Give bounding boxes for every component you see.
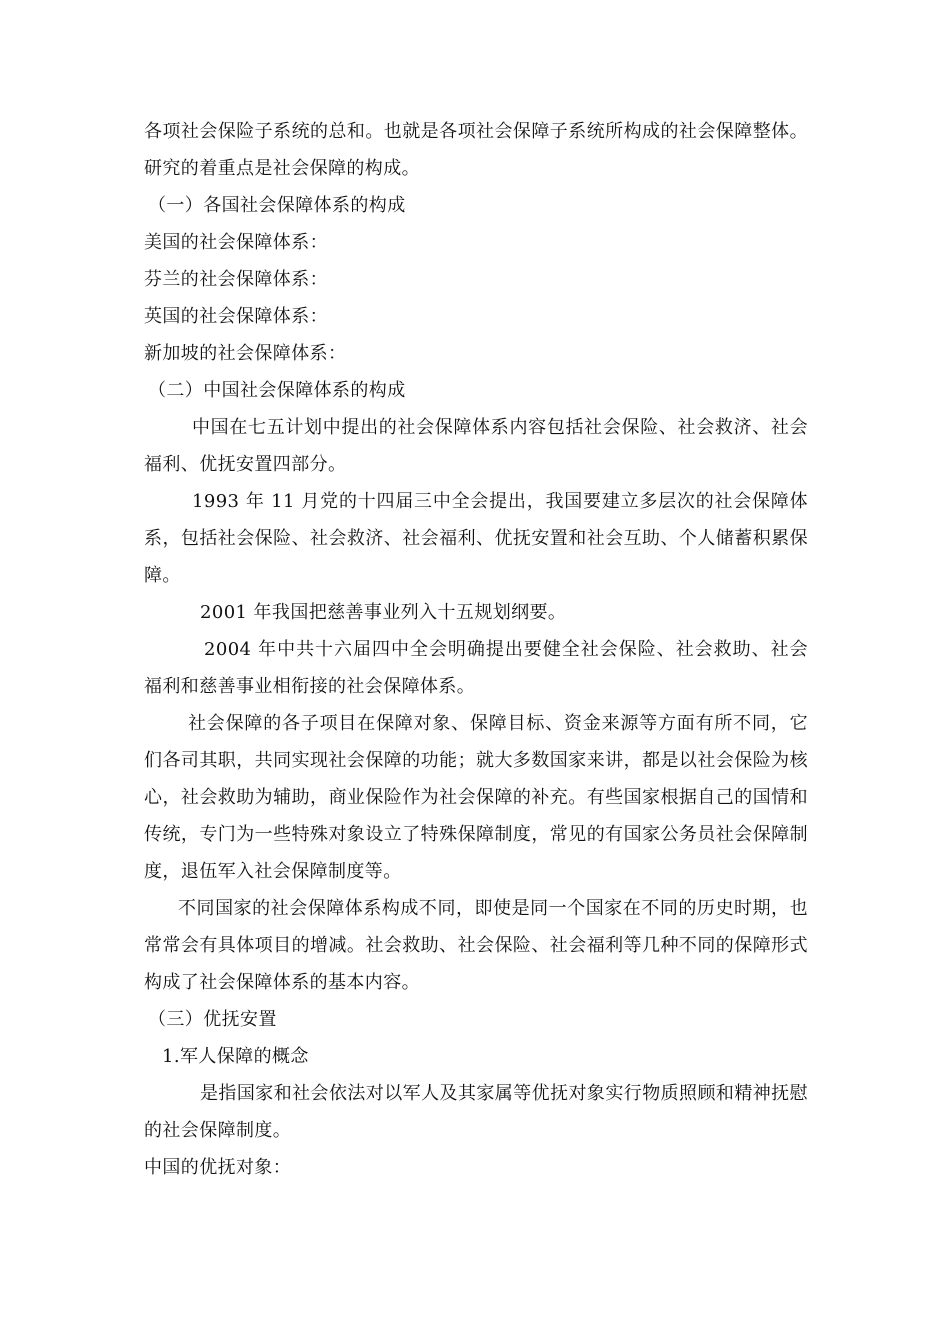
country-item-usa: 美国的社会保障体系：: [144, 232, 328, 253]
section-heading-1: （一）各国社会保障体系的构成: [148, 195, 406, 216]
paragraph-2004: 2004 年中共十六届四中全会明确提出要健全社会保险、社会救助、社会福利和慈善事业相衔接的社会保障体系。: [144, 639, 808, 697]
paragraph-sub-items: 社会保障的各子项目在保障对象、保障目标、资金来源等方面有所不同，它们各司其职，共同实现社会保障的功能；就大多数国家来讲，都是以社会保险为核心，社会救助为辅助，商业保险作为社会保障的补充。有些国家根据自己的国情和传统，专门为一些特殊对象设立了特殊保障制度，常见的有国家公务员社会保障制度，退伍军入社会保障制度等。: [144, 713, 808, 882]
paragraph-differences: 不同国家的社会保障体系构成不同，即使是同一个国家在不同的历史时期，也常常会有具体项目的增减。社会救助、社会保险、社会福利等几种不同的保障形式构成了社会保障体系的基本内容。: [144, 898, 808, 993]
subsection-heading-1: 1.军人保障的概念: [162, 1046, 309, 1067]
document-body: [144, 113, 808, 1186]
section-heading-3: （三）优抚安置: [148, 1009, 277, 1030]
paragraph-1993: 1993 年 11 月党的十四届三中全会提出，我国要建立多层次的社会保障体系，包括社会保险、社会救济、社会福利、优抚安置和社会互助、个人储蓄积累保障。: [144, 491, 808, 586]
paragraph-objects: 中国的优抚对象：: [144, 1157, 292, 1178]
country-item-singapore: 新加坡的社会保障体系：: [144, 343, 347, 364]
paragraph-2001: 2001 年我国把慈善事业列入十五规划纲要。: [200, 602, 567, 623]
paragraph-7th-plan: 中国在七五计划中提出的社会保障体系内容包括社会保险、社会救济、社会福利、优抚安置四部分。: [144, 417, 808, 475]
section-heading-2: （二）中国社会保障体系的构成: [148, 380, 406, 401]
paragraph-definition: 是指国家和社会依法对以军人及其家属等优抚对象实行物质照顾和精神抚慰的社会保障制度。: [144, 1083, 808, 1141]
intro-paragraph: 各项社会保险子系统的总和。也就是各项社会保障子系统所构成的社会保障整体。研究的着重点是社会保障的构成。: [144, 121, 808, 179]
country-item-finland: 芬兰的社会保障体系：: [144, 269, 328, 290]
country-item-uk: 英国的社会保障体系：: [144, 306, 328, 327]
